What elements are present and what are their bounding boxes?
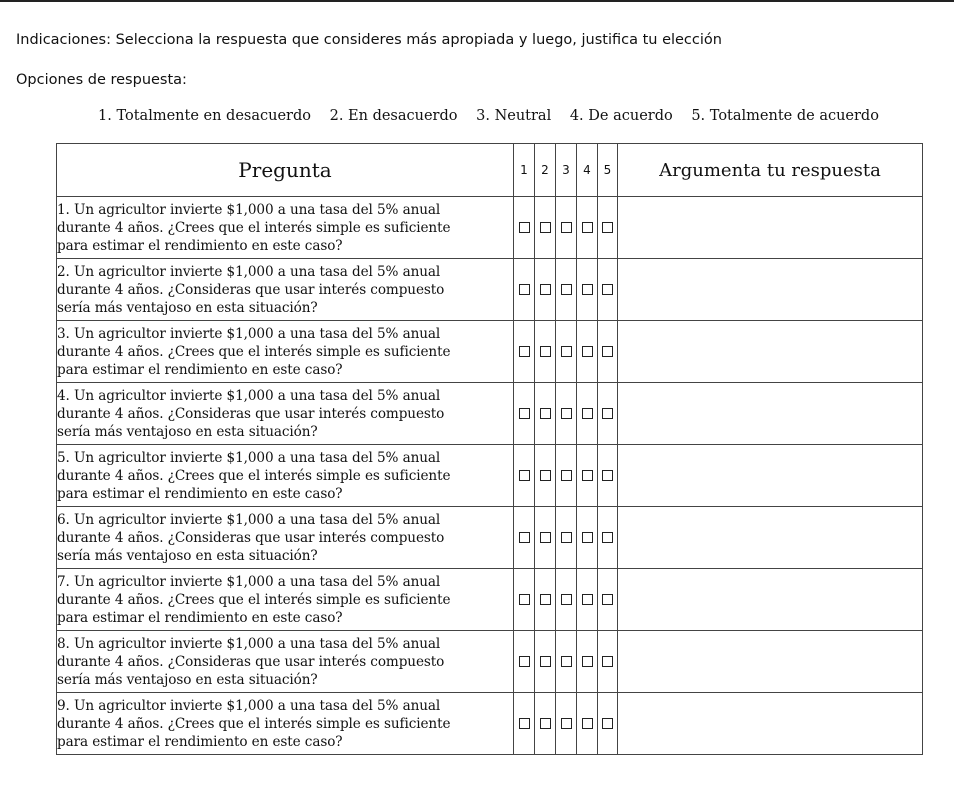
instructions-text: Indicaciones: Selecciona la respuesta que consideres más apropiada y luego, justifica tu elección bbox=[16, 32, 722, 48]
argument-cell[interactable] bbox=[618, 383, 923, 445]
checkbox-option-3[interactable] bbox=[561, 222, 572, 233]
option-cell bbox=[556, 321, 577, 383]
checkbox-option-2[interactable] bbox=[540, 408, 551, 419]
table-row bbox=[57, 569, 923, 631]
option-cell bbox=[514, 693, 535, 755]
checkbox-option-1[interactable] bbox=[519, 656, 530, 667]
checkbox-option-3[interactable] bbox=[561, 284, 572, 295]
header-question: Pregunta bbox=[57, 144, 514, 197]
option-cell bbox=[535, 383, 556, 445]
option-cell bbox=[577, 445, 598, 507]
table-row bbox=[57, 631, 923, 693]
response-scale bbox=[98, 108, 893, 124]
option-cell bbox=[556, 445, 577, 507]
argument-cell[interactable] bbox=[618, 321, 923, 383]
question-text: 9. Un agricultor invierte $1,000 a una tasa del 5% anual durante 4 años. ¿Crees que el interés simple es suficiente para estimar el rendimiento en este caso? bbox=[57, 693, 514, 755]
header-option-3: 3 bbox=[556, 144, 577, 197]
checkbox-option-1[interactable] bbox=[519, 594, 530, 605]
checkbox-option-5[interactable] bbox=[602, 284, 613, 295]
option-cell bbox=[598, 507, 618, 569]
option-cell bbox=[535, 445, 556, 507]
checkbox-option-4[interactable] bbox=[582, 408, 593, 419]
checkbox-option-2[interactable] bbox=[540, 346, 551, 357]
option-cell bbox=[577, 197, 598, 259]
checkbox-option-2[interactable] bbox=[540, 470, 551, 481]
option-cell bbox=[577, 569, 598, 631]
checkbox-option-4[interactable] bbox=[582, 532, 593, 543]
table-row bbox=[57, 445, 923, 507]
question-text: 8. Un agricultor invierte $1,000 a una tasa del 5% anual durante 4 años. ¿Consideras que usar interés compuesto sería más ventajoso en esta situación? bbox=[57, 631, 514, 693]
checkbox-option-3[interactable] bbox=[561, 594, 572, 605]
option-cell bbox=[577, 631, 598, 693]
option-cell bbox=[598, 197, 618, 259]
table-row bbox=[57, 259, 923, 321]
table-header-row bbox=[57, 144, 923, 197]
argument-cell[interactable] bbox=[618, 631, 923, 693]
option-cell bbox=[514, 383, 535, 445]
header-argument: Argumenta tu respuesta bbox=[618, 144, 923, 197]
option-cell bbox=[556, 507, 577, 569]
option-cell bbox=[514, 259, 535, 321]
scale-option-5: 5. Totalmente de acuerdo bbox=[691, 108, 879, 124]
scale-option-1: 1. Totalmente en desacuerdo bbox=[98, 108, 311, 124]
header-option-5: 5 bbox=[598, 144, 618, 197]
option-cell bbox=[577, 383, 598, 445]
header-option-1: 1 bbox=[514, 144, 535, 197]
option-cell bbox=[556, 259, 577, 321]
argument-cell[interactable] bbox=[618, 507, 923, 569]
checkbox-option-1[interactable] bbox=[519, 470, 530, 481]
option-cell bbox=[577, 321, 598, 383]
checkbox-option-5[interactable] bbox=[602, 346, 613, 357]
survey-table bbox=[56, 143, 923, 755]
checkbox-option-5[interactable] bbox=[602, 656, 613, 667]
option-cell bbox=[514, 197, 535, 259]
question-text: 2. Un agricultor invierte $1,000 a una tasa del 5% anual durante 4 años. ¿Consideras que usar interés compuesto sería más ventajoso en esta situación? bbox=[57, 259, 514, 321]
option-cell bbox=[556, 631, 577, 693]
option-cell bbox=[556, 693, 577, 755]
checkbox-option-1[interactable] bbox=[519, 346, 530, 357]
option-cell bbox=[514, 631, 535, 693]
checkbox-option-3[interactable] bbox=[561, 408, 572, 419]
option-cell bbox=[598, 383, 618, 445]
argument-cell[interactable] bbox=[618, 569, 923, 631]
checkbox-option-5[interactable] bbox=[602, 222, 613, 233]
option-cell bbox=[535, 569, 556, 631]
checkbox-option-5[interactable] bbox=[602, 408, 613, 419]
option-cell bbox=[535, 197, 556, 259]
checkbox-option-2[interactable] bbox=[540, 656, 551, 667]
checkbox-option-4[interactable] bbox=[582, 346, 593, 357]
checkbox-option-2[interactable] bbox=[540, 718, 551, 729]
checkbox-option-3[interactable] bbox=[561, 718, 572, 729]
checkbox-option-5[interactable] bbox=[602, 594, 613, 605]
header-option-4: 4 bbox=[577, 144, 598, 197]
option-cell bbox=[514, 507, 535, 569]
option-cell bbox=[514, 321, 535, 383]
checkbox-option-4[interactable] bbox=[582, 656, 593, 667]
option-cell bbox=[598, 631, 618, 693]
question-text: 1. Un agricultor invierte $1,000 a una tasa del 5% anual durante 4 años. ¿Crees que el interés simple es suficiente para estimar el rendimiento en este caso? bbox=[57, 197, 514, 259]
checkbox-option-1[interactable] bbox=[519, 284, 530, 295]
checkbox-option-1[interactable] bbox=[519, 532, 530, 543]
question-text: 7. Un agricultor invierte $1,000 a una tasa del 5% anual durante 4 años. ¿Crees que el interés simple es suficiente para estimar el rendimiento en este caso? bbox=[57, 569, 514, 631]
question-text: 4. Un agricultor invierte $1,000 a una tasa del 5% anual durante 4 años. ¿Consideras que usar interés compuesto sería más ventajoso en esta situación? bbox=[57, 383, 514, 445]
question-text: 6. Un agricultor invierte $1,000 a una tasa del 5% anual durante 4 años. ¿Consideras que usar interés compuesto sería más ventajoso en esta situación? bbox=[57, 507, 514, 569]
checkbox-option-2[interactable] bbox=[540, 594, 551, 605]
option-cell bbox=[556, 383, 577, 445]
checkbox-option-2[interactable] bbox=[540, 222, 551, 233]
options-title: Opciones de respuesta: bbox=[16, 72, 187, 88]
option-cell bbox=[556, 569, 577, 631]
checkbox-option-4[interactable] bbox=[582, 718, 593, 729]
checkbox-option-4[interactable] bbox=[582, 222, 593, 233]
option-cell bbox=[577, 259, 598, 321]
table-row bbox=[57, 507, 923, 569]
checkbox-option-3[interactable] bbox=[561, 346, 572, 357]
top-rule bbox=[0, 0, 954, 2]
table-row bbox=[57, 197, 923, 259]
header-option-2: 2 bbox=[535, 144, 556, 197]
option-cell bbox=[598, 569, 618, 631]
scale-option-4: 4. De acuerdo bbox=[569, 108, 673, 124]
scale-option-2: 2. En desacuerdo bbox=[329, 108, 458, 124]
checkbox-option-2[interactable] bbox=[540, 532, 551, 543]
checkbox-option-4[interactable] bbox=[582, 470, 593, 481]
argument-cell[interactable] bbox=[618, 197, 923, 259]
scale-option-3: 3. Neutral bbox=[476, 108, 552, 124]
checkbox-option-3[interactable] bbox=[561, 470, 572, 481]
argument-cell[interactable] bbox=[618, 445, 923, 507]
option-cell bbox=[535, 259, 556, 321]
option-cell bbox=[598, 321, 618, 383]
option-cell bbox=[598, 259, 618, 321]
option-cell bbox=[535, 631, 556, 693]
option-cell bbox=[598, 693, 618, 755]
checkbox-option-1[interactable] bbox=[519, 408, 530, 419]
checkbox-option-4[interactable] bbox=[582, 284, 593, 295]
option-cell bbox=[514, 445, 535, 507]
option-cell bbox=[535, 507, 556, 569]
option-cell bbox=[556, 197, 577, 259]
checkbox-option-5[interactable] bbox=[602, 532, 613, 543]
option-cell bbox=[535, 693, 556, 755]
argument-cell[interactable] bbox=[618, 259, 923, 321]
question-text: 5. Un agricultor invierte $1,000 a una tasa del 5% anual durante 4 años. ¿Crees que el interés simple es suficiente para estimar el rendimiento en este caso? bbox=[57, 445, 514, 507]
option-cell bbox=[514, 569, 535, 631]
checkbox-option-4[interactable] bbox=[582, 594, 593, 605]
option-cell bbox=[577, 507, 598, 569]
checkbox-option-3[interactable] bbox=[561, 656, 572, 667]
question-text: 3. Un agricultor invierte $1,000 a una tasa del 5% anual durante 4 años. ¿Crees que el interés simple es suficiente para estimar el rendimiento en este caso? bbox=[57, 321, 514, 383]
checkbox-option-5[interactable] bbox=[602, 470, 613, 481]
checkbox-option-5[interactable] bbox=[602, 718, 613, 729]
option-cell bbox=[577, 693, 598, 755]
option-cell bbox=[535, 321, 556, 383]
checkbox-option-2[interactable] bbox=[540, 284, 551, 295]
table-row bbox=[57, 321, 923, 383]
checkbox-option-1[interactable] bbox=[519, 718, 530, 729]
checkbox-option-3[interactable] bbox=[561, 532, 572, 543]
argument-cell[interactable] bbox=[618, 693, 923, 755]
table-row bbox=[57, 383, 923, 445]
checkbox-option-1[interactable] bbox=[519, 222, 530, 233]
table-row bbox=[57, 693, 923, 755]
option-cell bbox=[598, 445, 618, 507]
